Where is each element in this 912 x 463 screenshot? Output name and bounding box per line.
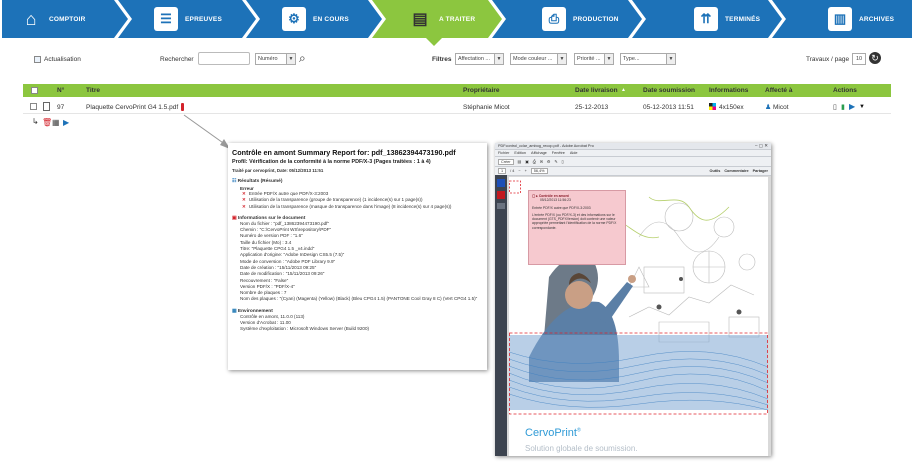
filter-assignment[interactable] [455,53,504,65]
table-header [23,84,891,97]
settings-icon[interactable]: ⚙ [546,160,551,164]
step-comptoir[interactable] [2,0,128,38]
tab-share[interactable]: Partager [752,169,768,173]
step-label: ARCHIVES [859,15,895,23]
acrobat-toolbar [495,157,771,167]
print-icon[interactable]: ⎙ [532,159,536,164]
brand-mark: ® [576,427,581,434]
bookmark-icon[interactable] [497,203,505,209]
row-owner: Stéphanie Micot [463,104,510,111]
step-a-traiter[interactable] [372,0,502,38]
results-heading-text: Résultats (Résumé) [237,179,283,184]
zoom-in-icon[interactable]: + [524,169,527,173]
doc-line: Application d'origine: "Adobe InDesign CS5.5 (7.5)" [240,252,345,258]
menu-item[interactable]: Edition [514,151,527,155]
brand-name [525,427,581,439]
step-label: COMPTOIR [49,15,86,23]
acrobat-window [495,143,771,456]
actualisation-checkbox[interactable] [34,56,41,63]
filter-color-mode-value: Mode couleur ... [513,56,553,62]
step-label: EN COURS [313,15,349,23]
row-title[interactable]: Plaquette CervoPrint G4 1.5.pdf [86,104,179,111]
env-heading-text: Environnement [237,308,273,314]
menu-item[interactable]: Fenêtre [551,151,565,155]
search-field-select[interactable] [255,53,296,65]
doc-line: Taille du fichier (Mo) : 3.4 [240,239,292,245]
filter-priority[interactable] [574,53,614,65]
mail-icon[interactable]: ✉ [539,160,543,164]
doc-line: Recouvrement : "False" [240,277,289,283]
step-label: PRODUCTION [573,15,619,23]
document-info-icon: ▣ [232,215,237,221]
col-assigned[interactable]: Affecté à [765,87,793,94]
file-icon [43,102,50,111]
error-line [242,204,483,210]
acrobat-menubar [495,150,771,157]
printer-icon: ⎙ [542,7,566,31]
note-date: 05/12/2013 11:56:23 [540,198,571,202]
doc-line: Mode de conversion : "Adobe PDF Library 9.9" [240,258,336,264]
table-row[interactable] [23,101,891,114]
finished-icon: ⇈ [694,7,718,31]
results-heading [232,179,483,184]
col-no[interactable]: N° [57,87,65,94]
note-icon: ▢ ▸ [532,194,538,198]
delete-icon[interactable]: 🗑 [42,118,53,127]
note-title-text: Contrôle en amont [538,194,569,198]
sort-asc-icon: ▲ [621,87,626,93]
search-field-value: Numéro [258,56,278,62]
approve-icon[interactable]: ▮ [841,104,845,111]
error-text: Utilisation de la transparence (groupe de transparence) (1 incidence(s) sur 1 page(s)) [248,197,423,203]
save-icon[interactable]: ▣ [525,160,529,164]
workflow-bar [0,0,912,38]
doc-line: Nom du fichier : "pdf_13862394473190.pdf" [240,220,330,226]
more-icon[interactable]: ▼ [859,104,865,110]
color-mode-icon [709,103,716,110]
search-label: Rechercher [160,55,194,63]
note-line: L'entrée PDF/X (ou PDF/X-3) et des informations sur le document (GTS_PDFXVersion) doit contenir une valeur appropriée permettant l'identification de la norme PDF/X correspondante. [532,213,617,230]
col-submission[interactable]: Date soumission [643,87,696,94]
preflight-note[interactable] [528,190,626,265]
row-info: 4x150ex [719,104,744,111]
filter-assignment-value: Affectation ... [458,56,491,62]
gear-icon: ⚙ [282,7,306,31]
row-submission-date: 05-12-2013 11:51 [643,104,694,111]
report-title: Contrôle en amont Summary Report for: pdf_13862394473190.pdf [232,148,456,157]
doc-line: Numéro de version PDF : "1.6" [240,233,303,239]
actualisation-label: Actualisation [44,55,81,63]
filter-color-mode[interactable] [510,53,567,65]
chevron-down-icon: ▼ [666,54,675,64]
acrobat-window-title: PDFcontrol_cclar_ambog_recop.pdf - Adobe Acrobat Pro [498,144,594,148]
grid-icon[interactable]: ▦ [52,118,60,127]
row-assigned: Micot [773,104,789,111]
doc-line: Nombre de plaques : 7 [240,290,287,296]
env-line: Version d'Acrobat : 11.00 [240,320,291,326]
error-text: Utilisation de la transparence (masque de transparence dans l'image) (8 incidence(s) sur 4 page(s)) [248,203,452,209]
step-archives[interactable] [772,0,912,38]
preflight-report [228,143,487,370]
step-label: EPREUVES [185,15,223,23]
open-icon[interactable]: ▤ [517,160,522,164]
return-icon[interactable]: ↳ [32,117,39,126]
doc-heading-text: Informations sur le document [237,215,306,221]
doc-line: Titre: "Plaquette CPG4 1.5 _v4.indd" [240,246,315,252]
archive-icon: ▥ [828,7,852,31]
comment-icon[interactable]: ✎ [554,160,558,164]
chevron-down-icon: ▼ [557,54,566,64]
zoom-select[interactable]: 56,4% [531,168,548,174]
page-number-input[interactable]: 1 [498,168,506,174]
forward-icon[interactable]: ▶ [63,118,70,127]
brand-tagline: Solution globale de soumission. [525,444,638,453]
col-owner[interactable]: Propriétaire [463,87,500,94]
step-label: A TRAITER [439,15,476,23]
thumbnail-icon[interactable] [497,179,505,187]
edit-icon[interactable]: ▯ [833,104,837,111]
alert-icon[interactable] [181,103,184,111]
acrobat-sidebar [495,175,507,456]
menu-item[interactable]: Aide [569,151,578,155]
menu-item[interactable]: Affichage [531,151,547,155]
error-flag-icon[interactable] [497,191,505,199]
doc-line: Date de modification : "15/11/2013 09:26" [240,271,325,277]
jobs-per-page-label: Travaux / page [806,55,850,63]
report-processed: Traité par cervoprint, Date: 05/12/2013 11:51 [232,168,324,173]
search-icon[interactable]: ⌕ [299,50,306,65]
env-line: Système d'exploitation : Microsoft Windows Server (Build 9200) [240,326,370,332]
tab-tools[interactable]: Outils [709,169,721,173]
error-text: Entrée PDF/X autre que PDF/X-3:2003 [248,191,329,196]
document-icon: ▤ [412,11,428,28]
filters-label: Filtres [432,55,452,63]
step-termines[interactable] [632,0,782,38]
doc-line: Chemin : "C:\CervoPrint WS\repository\PDF" [240,227,332,233]
error-icon: ✕ [242,197,246,203]
select-all-checkbox[interactable] [31,87,38,94]
search-input[interactable] [198,52,250,65]
acrobat-navbar [495,167,771,176]
step-label: TERMINÉS [725,15,761,23]
col-delivery[interactable]: Date livraison [575,87,618,94]
row-delivery-date: 25-12-2013 [575,104,609,111]
home-icon: ⌂ [25,8,37,29]
row-checkbox[interactable] [30,103,37,110]
window-controls-icon[interactable]: – ▢ ✕ [754,143,768,148]
brand-text: CervoPrint [525,427,577,439]
report-profile: Profil: Vérification de la conformité à la norme PDF/X-3 (Pages traitées : 1 à 4) [232,159,431,165]
chevron-down-icon: ▼ [286,54,295,64]
refresh-icon[interactable]: ↻ [869,52,881,64]
note-line: Entrée PDF/X autre que PDF/X-3:2003 [532,206,591,210]
proof-icon: ☰ [154,7,178,31]
env-line: Contrôle en amont, 11.0.0 (113) [240,313,305,319]
create-button[interactable]: Créer [498,159,514,165]
actualisation-control[interactable] [34,52,81,66]
tab-comment[interactable]: Commentaire [724,169,749,173]
chevron-down-icon: ▼ [604,54,613,64]
pdf-page [509,177,768,456]
filter-type-value: Type... [623,56,640,62]
page-total: / 4 [510,169,515,173]
page-icon[interactable]: ▯ [561,160,564,164]
error-icon: ✕ [242,191,246,196]
user-icon: ♟ [765,104,772,111]
results-icon: ☷ [232,179,237,184]
col-actions: Actions [833,87,857,94]
error-icon: ✕ [242,203,246,209]
step-epreuves[interactable] [118,0,256,38]
send-icon[interactable]: ▶ [849,102,856,111]
chevron-down-icon: ▼ [494,54,503,64]
acrobat-titlebar [495,143,771,150]
zoom-out-icon[interactable]: − [518,169,521,173]
doc-line: Nom des plaques : "(Cyan) (Magenta) (Yellow) (Black) (Bleu CPG4 1.5) (PANTONE Cool Gray 8 C) (Vert CPG4 1.5)" [240,296,478,302]
col-title[interactable]: Titre [86,87,100,94]
doc-line: Version PDF/X : "PDF/X-4" [240,283,295,289]
error-heading: Erreur [240,186,254,191]
menu-item[interactable]: Fichier [498,151,510,155]
doc-line: Date de création : "15/11/2013 09:25" [240,264,317,270]
step-production[interactable] [492,0,642,38]
filter-type[interactable] [620,53,676,65]
filter-priority-value: Priorité ... [577,56,601,62]
step-en-cours[interactable] [246,0,382,38]
jobs-per-page-input[interactable]: 10 [852,53,866,65]
row-number: 97 [57,104,65,111]
col-info[interactable]: Informations [709,87,749,94]
environment-icon: ▦ [232,308,237,314]
